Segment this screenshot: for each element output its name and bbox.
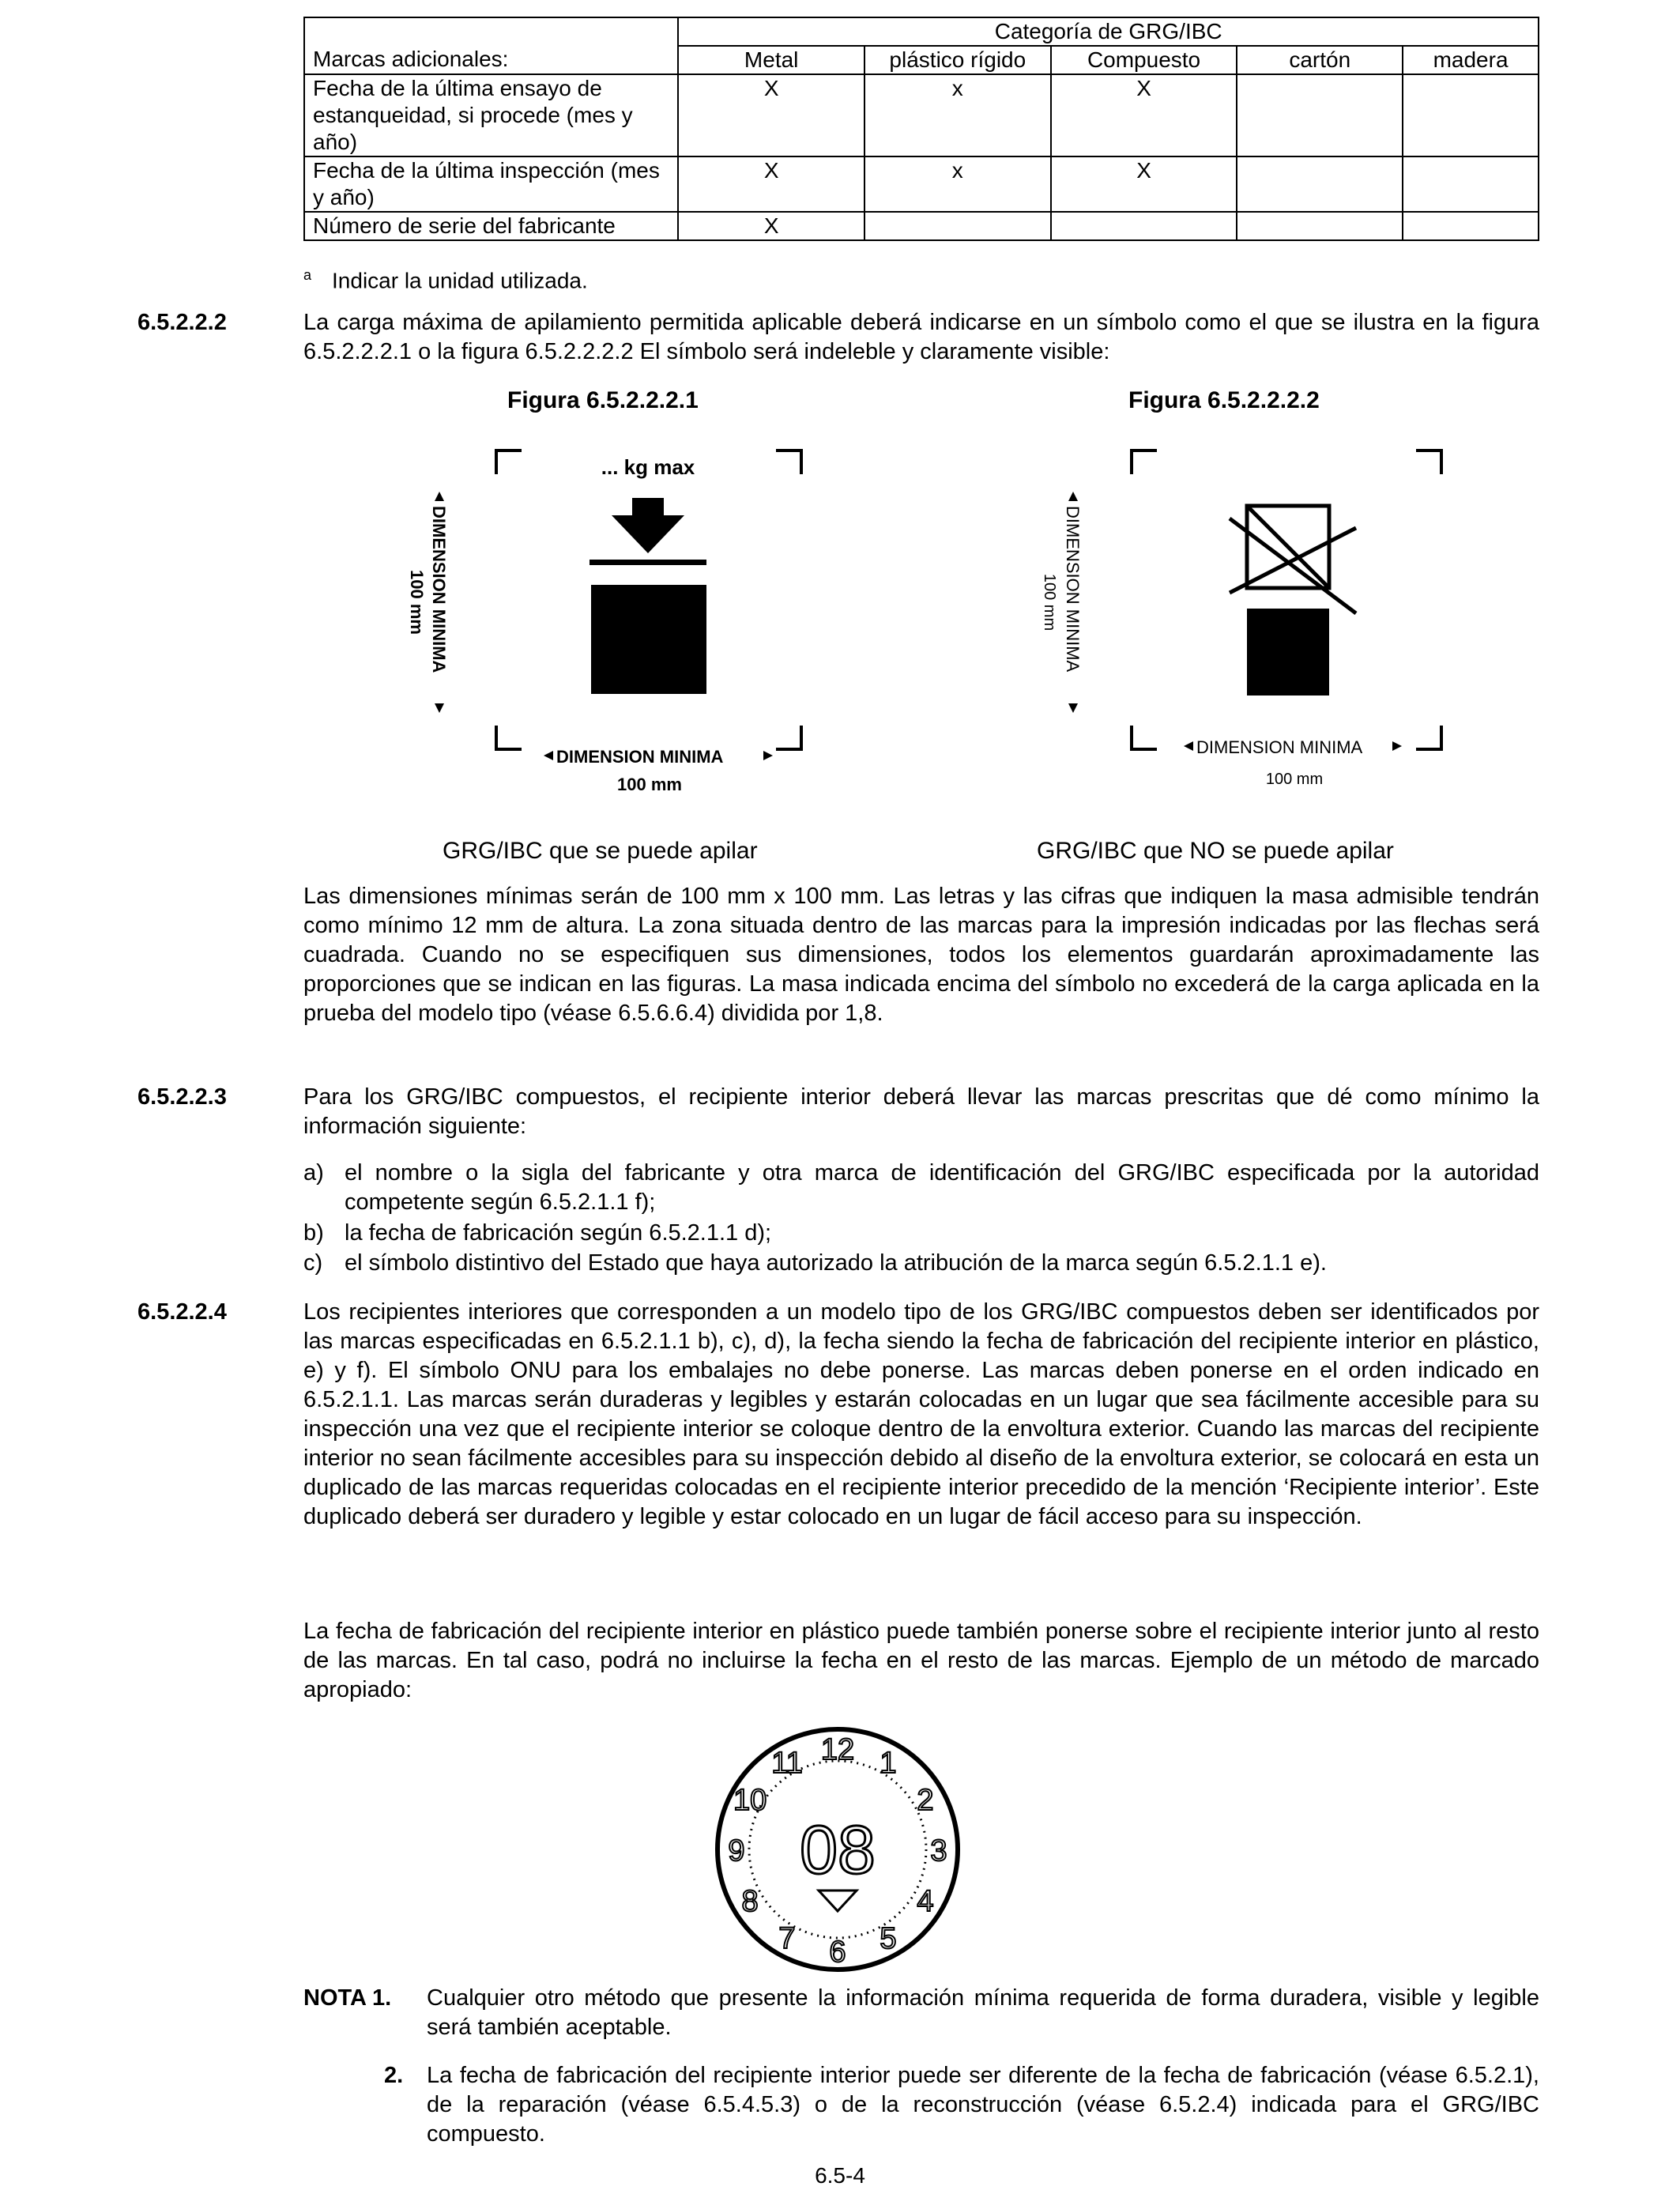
table-cell [1237,212,1403,240]
row-header: Marcas adicionales: [304,46,678,74]
note-label: 2. [384,2063,404,2088]
column-header: Compuesto [1051,46,1237,74]
row-label: Fecha de la última inspección (mes y año) [304,156,678,212]
table-cell [1403,156,1539,212]
list-item-label: b) [303,1220,324,1246]
table-row [304,74,1539,156]
month-number: 5 [880,1921,897,1955]
arrow-right-icon [1392,741,1402,751]
table-cell: X [678,74,864,156]
list-item [303,1219,1539,1248]
arrow-down-icon [1068,703,1078,713]
table-row [304,212,1539,240]
table-cell: X [678,212,864,240]
month-number: 12 [820,1733,855,1766]
month-number: 1 [880,1747,897,1781]
month-number: 10 [733,1784,767,1817]
note-text: La fecha de fabricación del recipiente interior puede ser diferente de la fecha de fabricación (véase 6.5.2.1), de la reparación (véase 6.5.4.5.3) o de la reconstrucción (véase 6.5.2.4) indicada para el GRG/IBC compuesto. [427,2063,1539,2147]
arrow-up-icon [435,492,444,501]
stackable-symbol-figure [395,443,838,806]
month-number: 6 [829,1936,846,1969]
date-marking-dial [711,1723,964,1976]
section-text: Para los GRG/IBC compuestos, el recipiente interior deberá llevar las marcas prescritas que dé como mínimo la información siguiente: [303,1084,1539,1139]
row-label: Número de serie del fabricante [304,212,678,240]
year-indicator: 08 [800,1812,876,1888]
additional-marks-table [303,17,1539,241]
section-number: 6.5.2.2.2 [137,310,227,335]
dimension-value-vertical: 100 mm [407,570,427,635]
month-number: 8 [741,1885,759,1918]
list-item-text: el nombre o la sigla del fabricante y otra marca de identificación del GRG/IBC especificada por la autoridad competente según 6.5.2.1.1 f); [345,1160,1539,1215]
table-cell: x [864,156,1051,212]
dimension-value: 100 mm [617,775,682,794]
dimension-label: DIMENSION MINIMA [556,747,724,767]
load-label: ... kg max [601,455,695,479]
container-block [591,585,706,694]
month-number: 11 [771,1747,803,1781]
list-item-text: la fecha de fabricación según 6.5.2.1.1 d); [345,1220,772,1246]
table-cell: X [1051,74,1237,156]
dimension-value-vertical: 100 mm [1041,573,1058,631]
table-row [304,156,1539,212]
container-block [1247,609,1329,696]
page-number: 6.5-4 [815,2163,865,2188]
table-header-row [304,17,1539,46]
figure-title: Figura 6.5.2.2.2.2 [1128,387,1320,413]
month-number: 2 [917,1784,934,1817]
month-number: 7 [778,1921,796,1955]
section-number: 6.5.2.2.3 [137,1084,227,1110]
list-item [303,1159,1539,1217]
dimensions-paragraph: Las dimensiones mínimas serán de 100 mm x 100 mm. Las letras y las cifras que indiquen la masa admisible tendrán como mínimo 12 mm de altura. La zona situada dentro de las marcas para la impresión indicadas por las flechas será cuadrada. Cuando no se especifiquen sus dimensiones, todos los elementos guardarán aproximadamente las proporciones que se indican en las figuras. La masa indicada encima del símbolo no excederá de la carga aplicada en la prueba del modelo tipo (véase 6.5.6.6.4) dividida por 1,8. [303,884,1539,1026]
table-cell [1237,74,1403,156]
arrow-right-icon [763,751,773,760]
section-text-continued: La fecha de fabricación del recipiente interior en plástico puede también ponerse sobre el recipiente interior junto al resto de las marcas. En tal caso, podrá no incluirse la fecha en el resto de las marcas. Ejemplo de un método de marcado apropiado: [303,1619,1539,1702]
column-header: plástico rígido [864,46,1051,74]
footnote-mark: a [303,267,312,283]
down-arrow-icon [612,498,684,553]
corner-marks [1132,450,1441,749]
section-text: La carga máxima de apilamiento permitida aplicable deberá indicarse en un símbolo como el que se ilustra en la figura 6.5.2.2.2.1 o la figura 6.5.2.2.2.2 El símbolo será indeleble y claramente visible: [303,310,1539,364]
list-item [303,1249,1539,1278]
table-cell [1403,212,1539,240]
month-number: 3 [930,1834,947,1868]
table-corner-cell [304,17,678,46]
table-cell: X [1051,156,1237,212]
footnote-text: Indicar la unidad utilizada. [332,268,588,293]
dimension-label: DIMENSION MINIMA [1196,737,1363,757]
column-header: madera [1403,46,1539,74]
table-columns-row [304,46,1539,74]
arrow-left-icon [1184,741,1193,751]
category-header: Categoría de GRG/IBC [678,17,1539,46]
table-cell [864,212,1051,240]
column-header: Metal [678,46,864,74]
arrow-down-icon [435,703,444,713]
month-number: 4 [917,1885,934,1918]
table-cell [1237,156,1403,212]
dimension-label-vertical: DIMENSION MINIMA [429,506,449,673]
column-header: cartón [1237,46,1403,74]
list-item-label: c) [303,1250,323,1276]
figure-title: Figura 6.5.2.2.2.1 [507,387,699,413]
table-cell [1051,212,1237,240]
arrow-left-icon [544,751,553,760]
dimension-value: 100 mm [1265,771,1324,788]
figure-caption: GRG/IBC que NO se puede apilar [1037,838,1394,864]
list-item-label: a) [303,1160,324,1186]
table-cell [1403,74,1539,156]
section-number: 6.5.2.2.4 [137,1299,227,1325]
dimension-label-vertical: DIMENSION MINIMA [1063,506,1083,673]
load-plate [590,560,706,565]
note-label: NOTA 1. [303,1985,392,2011]
list-item-text: el símbolo distintivo del Estado que haya autorizado la atribución de la marca según 6.5.2.1.1 e). [345,1250,1327,1276]
pointer-triangle-icon [819,1891,857,1911]
arrow-up-icon [1068,492,1078,501]
table-footnote [303,261,588,295]
month-number: 9 [728,1834,745,1868]
section-text: Los recipientes interiores que corresponden a un modelo tipo de los GRG/IBC compuestos deben ser identificados por las marcas especificadas en 6.5.2.1.1 b), c), d), la fecha siendo la fecha de fabricación del recipiente interior en plástico, e) y f). El símbolo ONU para los embalajes no debe ponerse. Las marcas deben ponerse en el orden indicado en 6.5.2.1.1. Las marcas serán duraderas y legibles y estarán colocadas en un lugar que sea fácilmente accesible para su inspección una vez que el recipiente interior se coloque dentro de la envoltura exterior. Cuando las marcas del recipiente interior no sean fácilmente accesibles para su inspección debido al diseño de la envoltura exterior, se colocará en esta un duplicado de las marcas requeridas colocadas en el recipiente interior precedido de la mención ‘Recipiente interior’. Este duplicado deberá ser duradero y legible y estar colocado en un lugar de fácil acceso para su inspección. [303,1299,1539,1529]
figure-caption: GRG/IBC que se puede apilar [443,838,758,864]
note-text: Cualquier otro método que presente la información mínima requerida de forma duradera, visible y legible será también aceptable. [427,1985,1539,2040]
row-label: Fecha de la última ensayo de estanqueidad, si procede (mes y año) [304,74,678,156]
table-cell: x [864,74,1051,156]
non-stackable-symbol-figure [1019,443,1462,798]
table-cell: X [678,156,864,212]
